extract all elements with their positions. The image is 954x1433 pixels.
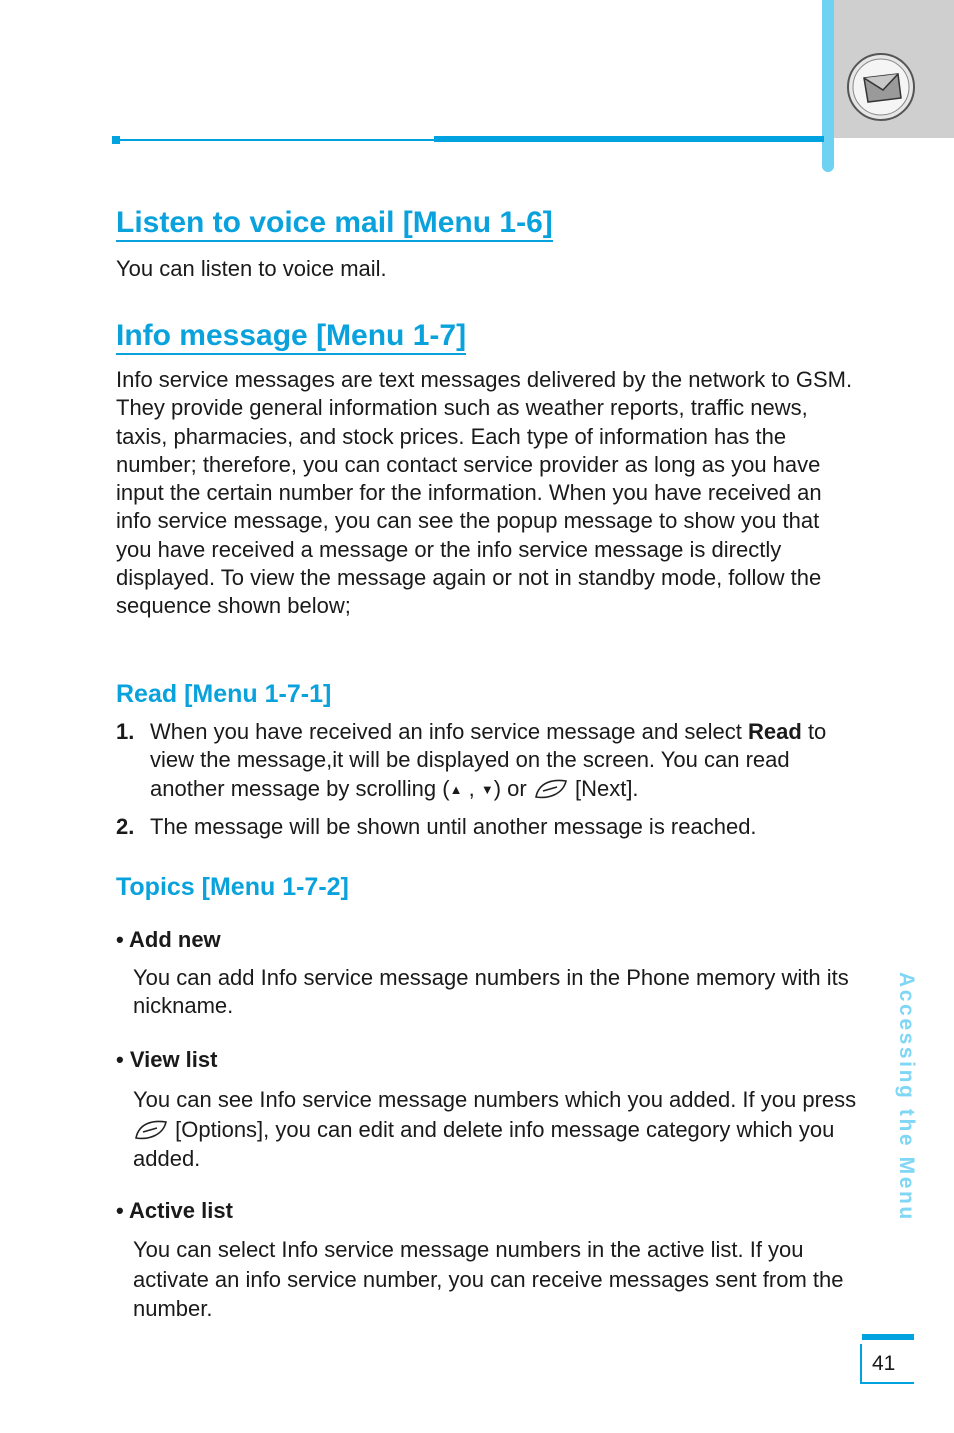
soft-key-icon [133,1119,169,1141]
read-step-1-text-a: When you have received an info service message and select [150,719,742,744]
scroll-down-icon: ▼ [480,781,494,797]
page-number-bar [862,1334,914,1340]
view-list-text-a: You can see Info service message numbers which you added. If you press [133,1087,857,1112]
header-tab-stripe [822,0,834,172]
read-step-1-text-c: ) or [493,775,527,801]
section-title-voice-mail: Listen to voice mail [Menu 1-6] [116,207,553,242]
scroll-up-icon: ▲ [449,781,463,797]
topics-title: Topics [Menu 1-7-2] [116,873,349,901]
header-rule-thick [434,136,824,142]
read-title: Read [Menu 1-7-1] [116,680,332,708]
header-rule-thin [112,139,434,141]
step-1-number: 1. [116,719,135,744]
voice-mail-text: You can listen to voice mail. [116,256,387,281]
read-step-1-sep: , [468,775,475,801]
view-list-text-b: [Options], you can edit and delete info message category which you added. [133,1116,835,1171]
message-envelope-icon [846,52,916,122]
info-message-text: Info service messages are text messages delivered by the network to GSM. They provide general information such as weather reports, traffic news, taxis, pharmacies, and stock prices. Each type of information has the number; therefore, you can contact service provider as long as you have input the certain number for the information. When you have received an info service message, you can see the popup message to show you that you have received a message or the info service message is directly displayed. To view the message again or not in standby mode, follow the sequence shown below; [116,367,853,619]
section-title-info-message: Info message [Menu 1-7] [116,320,466,355]
page-number: 41 [872,1352,896,1375]
add-new-text: You can add Info service message numbers in the Phone memory with its nickname. [133,965,849,1019]
read-step-1-text-b: to view the message,it will be displayed on the screen. You can read another message by scrolling ( [150,719,827,801]
view-list-text [133,1085,858,1174]
read-step-1-text-d: [Next]. [574,775,639,801]
read-step-2: The message will be shown until another message is reached. [150,814,757,839]
active-list-text: You can select Info service message numbers in the active list. If you activate an info service number, you can receive messages sent from the number. [133,1237,844,1321]
step-2-number: 2. [116,814,135,839]
add-new-heading: • Add new [116,927,221,952]
read-step-1 [150,718,865,804]
side-section-label: Accessing the Menu [895,972,918,1222]
read-keyword: Read [748,719,802,744]
soft-key-icon [533,778,569,800]
view-list-heading: • View list [116,1047,218,1072]
active-list-heading: • Active list [116,1198,233,1223]
